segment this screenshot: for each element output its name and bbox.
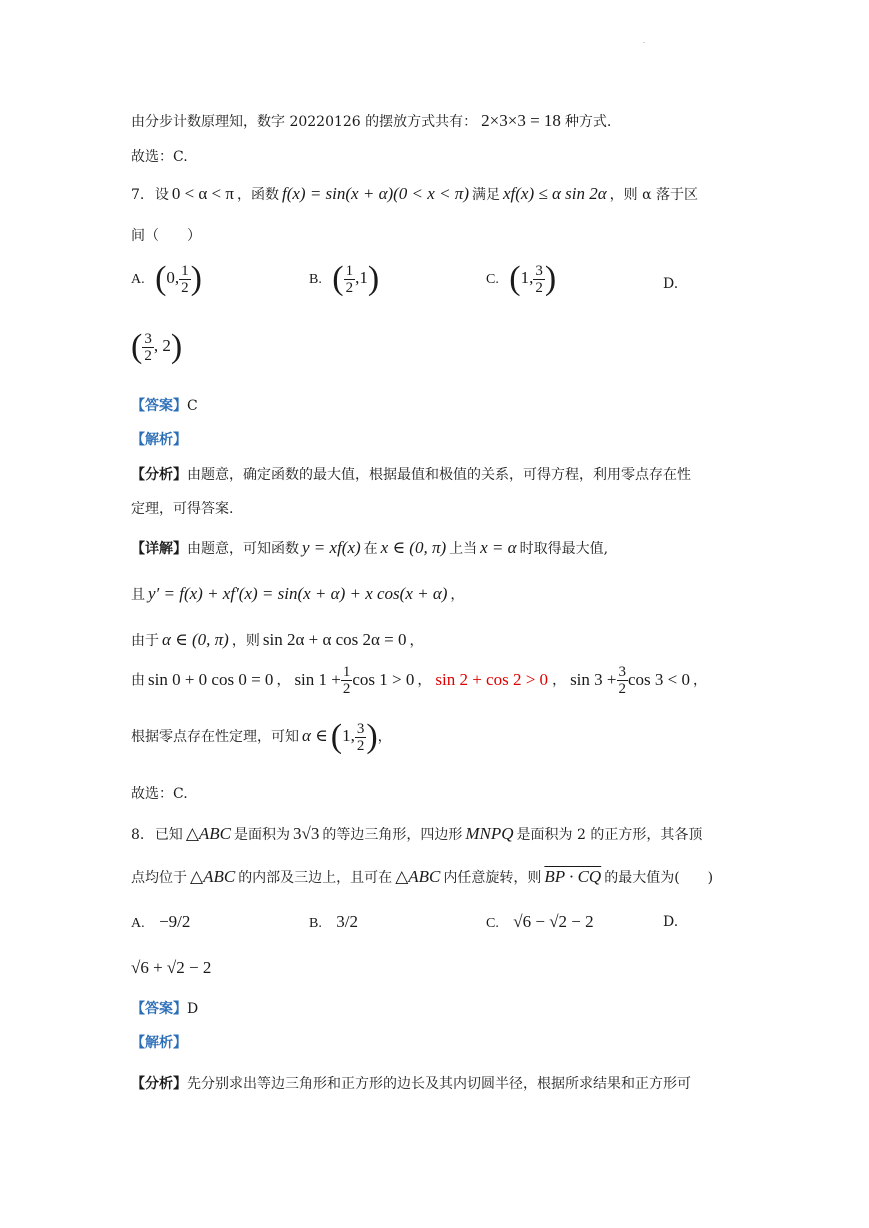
q7-answer-tag: 【答案】 (131, 398, 187, 414)
q7-stem-line1 (131, 183, 698, 206)
q8-option-d-value[interactable]: √6 + √2 − 2 (131, 958, 212, 977)
q8-analysis-tag: 【解析】 (131, 1035, 187, 1051)
q7-option-c-left: 1, (520, 268, 534, 287)
q7-option-c-num: 3 (535, 262, 543, 279)
q7-option-a-den: 2 (181, 279, 189, 296)
q7-conclusion-line: 根据零点存在性定理，可知 α ∈(1, $\frac{3}{2}$ )， (131, 718, 392, 755)
q7-final-choice: 故选：C. (131, 786, 188, 802)
q8-vector-product: BP · CQ (544, 867, 602, 886)
q8-stem-line1: 8. 已知 △ABC 是面积为 3√3 的等边三角形，四边形 MNPQ 是面积为 2 的正方形，其各顶 (131, 824, 703, 843)
q8-option-b[interactable]: B. 3/2 (309, 912, 359, 931)
paragraph-counting (131, 110, 611, 133)
q8-option-d-label[interactable]: D. (663, 914, 679, 930)
q8-number: 8. (131, 827, 145, 843)
q7-xiangjie-tag: 【详解】 (131, 541, 187, 557)
q8-answer-line (131, 998, 198, 1020)
q7-fenxi-line1 (131, 464, 691, 486)
p1-text-a: 由分步计数原理知，数字 20220126 的摆放方式共有： (131, 114, 478, 130)
q7-func: f(x) = sin(x + α)(0 < x < π) (281, 184, 469, 203)
q7-option-a-left: 0, (166, 268, 180, 287)
q8-answer-value: D (187, 1001, 199, 1017)
q7-option-a-num: 1 (181, 262, 189, 279)
q8-answer-tag: 【答案】 (131, 1001, 187, 1017)
q7-text-a: 设 (154, 187, 169, 203)
q8-stem-line2: 点均位于 △ABC 的内部及三边上，且可在 △ABC 内任意旋转，则 BP · CQ 的最大值为( ) (131, 867, 714, 886)
q7-zero-equation-line: 由于 α ∈ (0, π) ，则 sin 2α + α cos 2α = 0 ， (131, 630, 424, 649)
q8-option-c-value: √6 − √2 − 2 (513, 912, 594, 931)
q7-fenxi-tag: 【分析】 (131, 467, 187, 483)
q7-option-c[interactable]: C. (1, $\frac{3}{2}$ ) (486, 260, 557, 297)
q7-answer-line (131, 395, 198, 417)
q7-option-c-label: C. (486, 272, 499, 287)
header-mark: . (643, 38, 645, 45)
q8-option-a-value: −9/2 (159, 912, 191, 931)
q7-fenxi-line2: 定理，可得答案. (131, 501, 234, 517)
q7-option-c-den: 2 (535, 279, 543, 296)
q7-option-d-num: 3 (144, 330, 152, 347)
q8-option-a[interactable]: A. −9/2 (131, 912, 191, 931)
q7-option-d-den: 2 (144, 347, 152, 364)
q7-fenxi-text1: 由题意，确定函数的最大值，根据最值和极值的关系，可得方程，利用零点存在性 (187, 467, 691, 483)
q7-option-d-right: , 2 (153, 336, 171, 355)
p2-choice: 故选：C. (131, 149, 188, 165)
q7-number: 7. (131, 187, 145, 203)
q7-analysis-tag: 【解析】 (131, 432, 187, 448)
q7-option-d[interactable]: ( $\frac{3}{2}$ , 2) (131, 328, 183, 365)
p1-text-b: 种方式. (564, 114, 612, 130)
q7-option-b-num: 1 (345, 262, 354, 279)
q7-option-a-label: A. (131, 272, 145, 287)
q7-highlight-red: sin 2 + cos 2 > 0 (435, 669, 549, 689)
q7-text-b: ，函数 (236, 187, 279, 203)
q8-option-b-value: 3/2 (336, 912, 359, 931)
q7-text-d: ，则 α 落于区 (609, 187, 698, 203)
q7-option-b-den: 2 (345, 279, 354, 296)
q7-cond: 0 < α < π (171, 184, 234, 203)
q7-option-d-label[interactable]: D. (663, 276, 679, 292)
q7-sign-check-line: 由 sin 0 + 0 cos 0 = 0 ， sin 1 + $\frac{1}{2}$ cos 1 > 0 ， sin 2 + cos 2 > 0 ， sin 3 + $\frac{3}{2}$ cos 3 < 0 ， (131, 664, 707, 697)
q8-option-c[interactable]: C. √6 − √2 − 2 (486, 912, 594, 931)
q7-option-b[interactable]: B. ( $\frac{1}{2}$ ,1) (309, 260, 380, 297)
q7-option-b-right: ,1 (355, 268, 368, 287)
q7-derivative-line: 且 y′ = f(x) + xf′(x) = sin(x + α) + x cos(x + α) ， (131, 584, 465, 603)
q7-text-c: 满足 (471, 187, 500, 203)
q7-answer-value: C (187, 398, 198, 414)
q7-stem-line2: 间（ ） (131, 228, 201, 244)
q7-xiangjie-line1: 【详解】由题意，可知函数 y = xf(x) 在 x ∈ (0, π) 上当 x = α 时取得最大值, (131, 538, 609, 557)
p1-math: 2×3×3 = 18 (481, 111, 561, 130)
q7-option-a[interactable]: A. (0, $\frac{1}{2}$ ) (131, 260, 202, 297)
q7-ineq: xf(x) ≤ α sin 2α (502, 184, 607, 203)
q7-option-b-label: B. (309, 272, 322, 287)
q8-fenxi-line1: 【分析】先分别求出等边三角形和正方形的边长及其内切圆半径，根据所求结果和正方形可 (131, 1076, 691, 1092)
